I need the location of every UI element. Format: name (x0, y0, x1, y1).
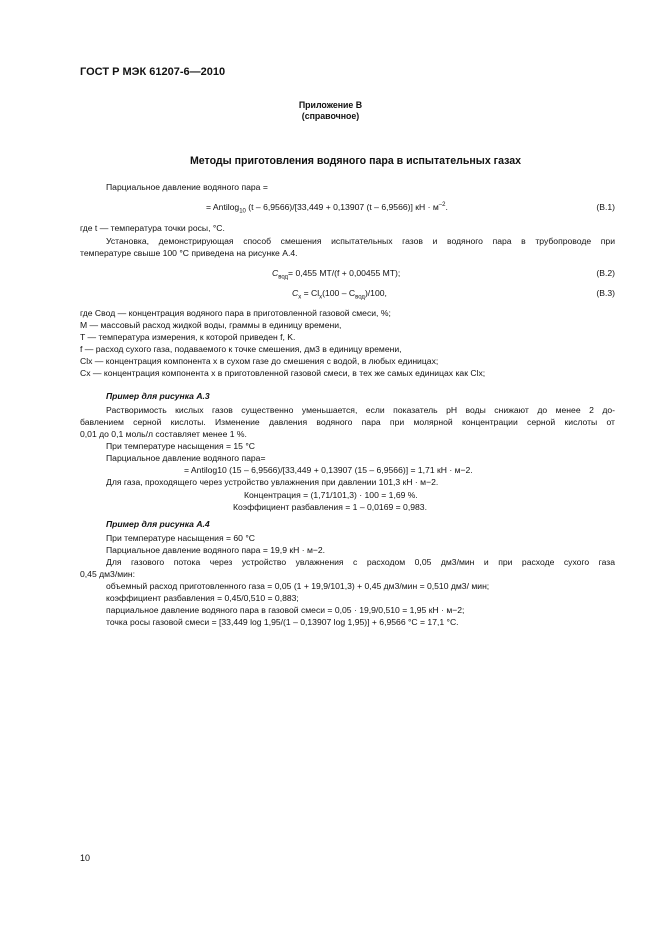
definition-clx: Clx — концентрация компонента x в сухом газе до смешения с водой, в любых единицах; (80, 356, 439, 366)
example-a4-heading: Пример для рисунка А.4 (106, 519, 210, 529)
definition-cvod: где Cвод — концентрация водяного пара в приготовленной газовой смеси, %; (80, 308, 391, 318)
definition-cx: Cx — концентрация компонента x в приготовленной газовой смеси, в тех же самых единицах как Clx; (80, 368, 486, 378)
example-a3-line3: 0,01 до 0,1 моль/л составляет менее 1 %. (80, 429, 247, 439)
example-a4-flow-line2: 0,45 дм3/мин: (80, 569, 136, 579)
paragraph-setup-line2: температуре свыше 100 °C приведена на рисунке А.4. (80, 248, 298, 258)
section-title: Методы приготовления водяного пара в испытательных газах (189, 155, 522, 167)
example-a4-volume: объемный расход приготовленного газа = 0,05 (1 + 19,9/101,3) + 0,45 дм3/мин = 0,510 дм3/ мин; (106, 581, 490, 591)
paragraph-setup-line1: Установка, демонстрирующая способ смешения испытательных газов и водяного пара в трубопроводе при (106, 236, 615, 246)
equation-b3: $C_x = Cl_x(100 - C_{вод})/100$, (292, 288, 387, 301)
annex-label: Приложение В (298, 100, 363, 110)
example-a4-pressure: парциальное давление водяного пара в газовой смеси = 0,05 · 19,9/0,510 = 1,95 кН · м−2; (106, 605, 465, 615)
example-a3-concentration: Концентрация = (1,71/101,3) · 100 = 1,69 %. (244, 490, 418, 500)
example-a4-temp: При температуре насыщения = 60 °C (106, 533, 255, 543)
definition-f: f — расход сухого газа, подаваемого к точке смешения, дм3 в единицу времени, (80, 344, 402, 354)
example-a4-dewpoint: точка росы газовой смеси = [33,449 log 1,95/(1 – 0,13907 log 1,95)] + 6,9566 °C = 17,1 °C. (106, 617, 459, 627)
example-a3-line1: Растворимость кислых газов существенно уменьшается, если показатель pH воды снижают до менее 2 до- (106, 405, 615, 415)
example-a3-dilution: Коэффициент разбавления = 1 – 0,0169 = 0,983. (233, 502, 427, 512)
equation-number-b2: (B.2) (596, 268, 615, 278)
page-number: 10 (80, 853, 91, 863)
example-a3-antilog: = Antilog10 (15 – 6,9566)/[33,449 + 0,13907 (15 – 6,9566)] = 1,71 кН · м−2. (184, 465, 473, 475)
equation-number-b1: (B.1) (596, 202, 615, 212)
equation-b1: = Antilog$_{10}$ (t – 6,9566)/[33,449 + 0,13907 (t – 6,9566)] кН · $м^{-2}$. (206, 202, 448, 215)
equation-b2: $C_{вод}= 0,455$ MT/(f + 0,00455 MT); (272, 268, 401, 281)
example-a4-dilution: коэффициент разбавления = 0,45/0,510 = 0,883; (106, 593, 299, 603)
annex-type: (справочное) (301, 111, 360, 121)
example-a3-temp: При температуре насыщения = 15 °C (106, 441, 255, 451)
definition-m: M — массовый расход жидкой воды, граммы в единицу времени, (80, 320, 342, 330)
example-a4-flow-line1: Для газового потока через устройство увлажнения с расходом 0,05 дм3/мин и при расходе сухого газа (106, 557, 615, 567)
example-a3-heading: Пример для рисунка А.3 (106, 391, 210, 401)
example-a4-partial: Парциальное давление водяного пара = 19,9 кН · м−2. (106, 545, 326, 555)
paragraph-partial-pressure: Парциальное давление водяного пара = (106, 182, 268, 192)
example-a3-line2: бавлением серной кислоты. Изменение давления водяного пара при молярной концентрации серной кислоты от (80, 417, 615, 427)
where-t: где t — температура точки росы, °C. (80, 223, 225, 233)
example-a3-gas: Для газа, проходящего через устройство увлажнения при давлении 101,3 кН · м−2. (106, 477, 439, 487)
example-a3-partial: Парциальное давление водяного пара= (106, 453, 266, 463)
equation-number-b3: (B.3) (596, 288, 615, 298)
standard-number: ГОСТ Р МЭК 61207-6—2010 (80, 66, 226, 78)
definition-t: T — температура измерения, к которой приведен f, K. (80, 332, 296, 342)
